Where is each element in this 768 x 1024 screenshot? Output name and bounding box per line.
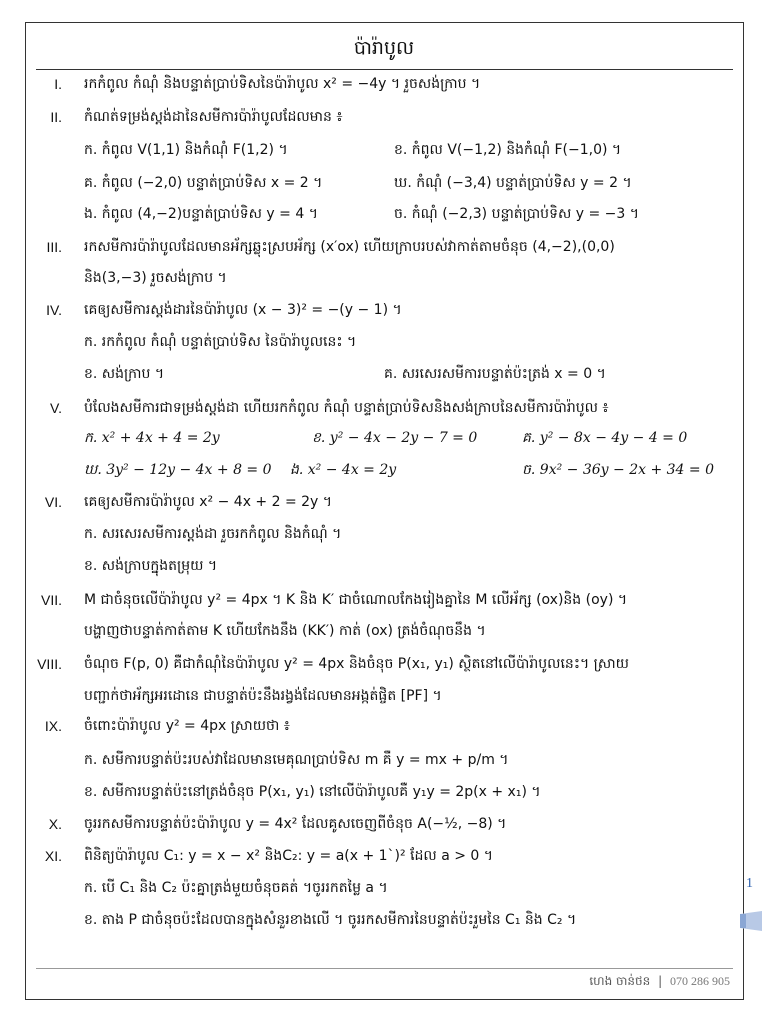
exercise-text: ចំណុច F(p, 0) គឺជាកំណុំនៃប៉ារ៉ាបូល y² = 4px និងចំនុច P(x₁, y₁) ស្ថិតនៅលើប៉ារ៉ាបូលនេះ។ ស្រាយ xyxy=(84,656,629,672)
sub-question: ខ. y² − 4x − 2y − 7 = 0 xyxy=(312,430,478,446)
sub-question: ខ. សង់ក្រាបក្នុងតម្រុយ ។ xyxy=(84,558,218,574)
sub-question: ឃ. 3y² − 12y − 4x + 8 = 0 xyxy=(84,462,272,478)
sub-question: ច. កំណុំ (−2,3) បន្ទាត់ប្រាប់ទិស y = −3 ។ xyxy=(394,206,639,222)
exercise-text: ចំពោះប៉ារ៉ាបូល y² = 4px ស្រាយថា ៖ xyxy=(84,718,290,734)
page-title: ប៉ារ៉ាបូល xyxy=(353,37,415,59)
exercise-text: គេឲ្យសមីការស្តង់ដារនៃប៉ារ៉ាបូល (x − 3)² = −(y − 1) ។ xyxy=(84,302,402,318)
sub-question: គ. y² − 8x − 4y − 4 = 0 xyxy=(522,430,688,446)
exercise-number: II. xyxy=(50,109,62,125)
exercise-text: គេឲ្យសមីការប៉ារ៉ាបូល x² − 4x + 2 = 2y ។ xyxy=(84,494,333,510)
sub-question: គ. កំពូល (−2,0) បន្ទាត់ប្រាប់ទិស x = 2 ។ xyxy=(84,175,323,191)
exercise-text: បង្ហាញថាបន្ទាត់កាត់តាម K ហើយកែងនឹង (KK′) កាត់ (ox) ត្រង់ចំណុចនឹង ។ xyxy=(84,623,486,639)
sub-question: ខ. កំពូល V(−1,2) និងកំណុំ F(−1,0) ។ xyxy=(394,142,622,158)
exercise-number: IX. xyxy=(44,718,62,734)
sub-question: ង. x² − 4x = 2y xyxy=(290,462,397,478)
page-number: 1 xyxy=(746,876,753,891)
exercise-number: V. xyxy=(50,400,62,416)
exercise-text: និង(3,−3) រួចសង់ក្រាប ។ xyxy=(84,270,227,286)
sub-question: ក. x² + 4x + 4 = 2y xyxy=(84,430,220,446)
exercise-text: បំលែងសមីការជាទម្រង់ស្តង់ដា ហើយរកកំពូល កំណុំ បន្ទាត់ប្រាប់ទិសនិងសង់ក្រាបនៃសមីការប៉ារ៉ាបូល ៖ xyxy=(84,400,609,416)
exercise-text: រកកំពូល កំណុំ និងបន្ទាត់ប្រាប់ទិសនៃប៉ារ៉ាបូល x² = −4y ។ រួចសង់ក្រាប ។ xyxy=(84,76,481,92)
footer-author: ហេង ចាន់ថន xyxy=(589,974,651,988)
exercise-number: XI. xyxy=(44,848,62,864)
exercise-number: X. xyxy=(48,816,62,832)
exercise-text: រកសមីការប៉ារ៉ាបូលដែលមានអ័ក្សឆ្លុះស្របអ័ក្ស (x′ox) ហើយក្រាបរបស់វាកាត់តាមចំនុច (4,−2),(0,0) xyxy=(84,239,615,255)
footer xyxy=(589,973,730,991)
exercise-text: M ជាចំនុចលើប៉ារ៉ាបូល y² = 4px ។ K និង K′ ជាចំណោលកែងរៀងគ្នានៃ M លើអ័ក្ស (ox)និង (oy) ។ xyxy=(84,592,628,608)
page-tab-icon xyxy=(738,910,764,932)
exercise-number: IV. xyxy=(46,302,62,318)
sub-question: ខ. តាង P ជាចំនុចប៉ះដែលបានក្នុងសំនួរខាងលើ ។ ចូររកសមីការនៃបន្ទាត់ប៉ះរួមនៃ C₁ និង C₂ ។ xyxy=(84,912,577,928)
sub-question: គ. សរសេរសមីការបន្ទាត់ប៉ះត្រង់ x = 0 ។ xyxy=(384,366,606,382)
exercise-number: VII. xyxy=(40,592,62,608)
sub-question: ក. កំពូល V(1,1) និងកំណុំ F(1,2) ។ xyxy=(84,142,288,158)
footer-separator: | xyxy=(658,974,663,988)
exercise-number: VI. xyxy=(44,494,62,510)
sub-question: ខ. សមីការបន្ទាត់ប៉ះនៅត្រង់ចំនុច P(x₁, y₁) នៅលើប៉ារ៉ាបូលគឺ y₁y = 2p(x + x₁) ។ xyxy=(84,784,541,800)
footer-divider xyxy=(36,968,733,969)
sub-question: ក. សរសេរសមីការស្តង់ដា រួចរកកំពូល និងកំណុំ ។ xyxy=(84,526,342,542)
exercise-text: កំណត់ទម្រង់ស្តង់ដានៃសមីការប៉ារ៉ាបូលដែលមាន ៖ xyxy=(84,109,343,125)
footer-phone: 070 286 905 xyxy=(670,974,730,988)
sub-question: ក. បើ C₁ និង C₂ ប៉ះគ្នាត្រង់មួយចំនុចគត់ ។ចូររកតម្លៃ a ។ xyxy=(84,880,388,896)
title-divider xyxy=(36,69,733,70)
sub-question: ក. សមីការបន្ទាត់ប៉ះរបស់វាដែលមានមេគុណប្រាប់ទិស m គឺ y = mx + p/m ។ xyxy=(84,752,509,768)
exercise-number: III. xyxy=(46,239,62,255)
sub-question: ង. កំពូល (4,−2)បន្ទាត់ប្រាប់ទិស y = 4 ។ xyxy=(84,206,318,222)
exercise-number: I. xyxy=(54,76,62,92)
exercise-text: បញ្ជាក់ថាអ័ក្សអរដោនេ ជាបន្ទាត់ប៉ះនឹងរង្វង់ដែលមានអង្កត់ផ្ចិត [PF] ។ xyxy=(84,688,442,704)
exercise-text: ចូររកសមីការបន្ទាត់ប៉ះប៉ារ៉ាបូល y = 4x² ដែលគូសចេញពីចំនុច A(−½, −8) ។ xyxy=(84,816,507,832)
exercise-text: ពិនិត្យប៉ារ៉ាបូល C₁: y = x − x² និងC₂: y = a(x + 1`)² ដែល a > 0 ។ xyxy=(84,848,493,864)
sub-question: ក. រកកំពូល កំណុំ បន្ទាត់ប្រាប់ទិស នៃប៉ារ៉ាបូលនេះ ។ xyxy=(84,334,357,350)
exercise-number: VIII. xyxy=(37,656,62,672)
sub-question: ឃ. កំណុំ (−3,4) បន្ទាត់ប្រាប់ទិស y = 2 ។ xyxy=(394,175,632,191)
sub-question: ច. 9x² − 36y − 2x + 34 = 0 xyxy=(522,462,714,478)
sub-question: ខ. សង់ក្រាប ។ xyxy=(84,366,165,382)
